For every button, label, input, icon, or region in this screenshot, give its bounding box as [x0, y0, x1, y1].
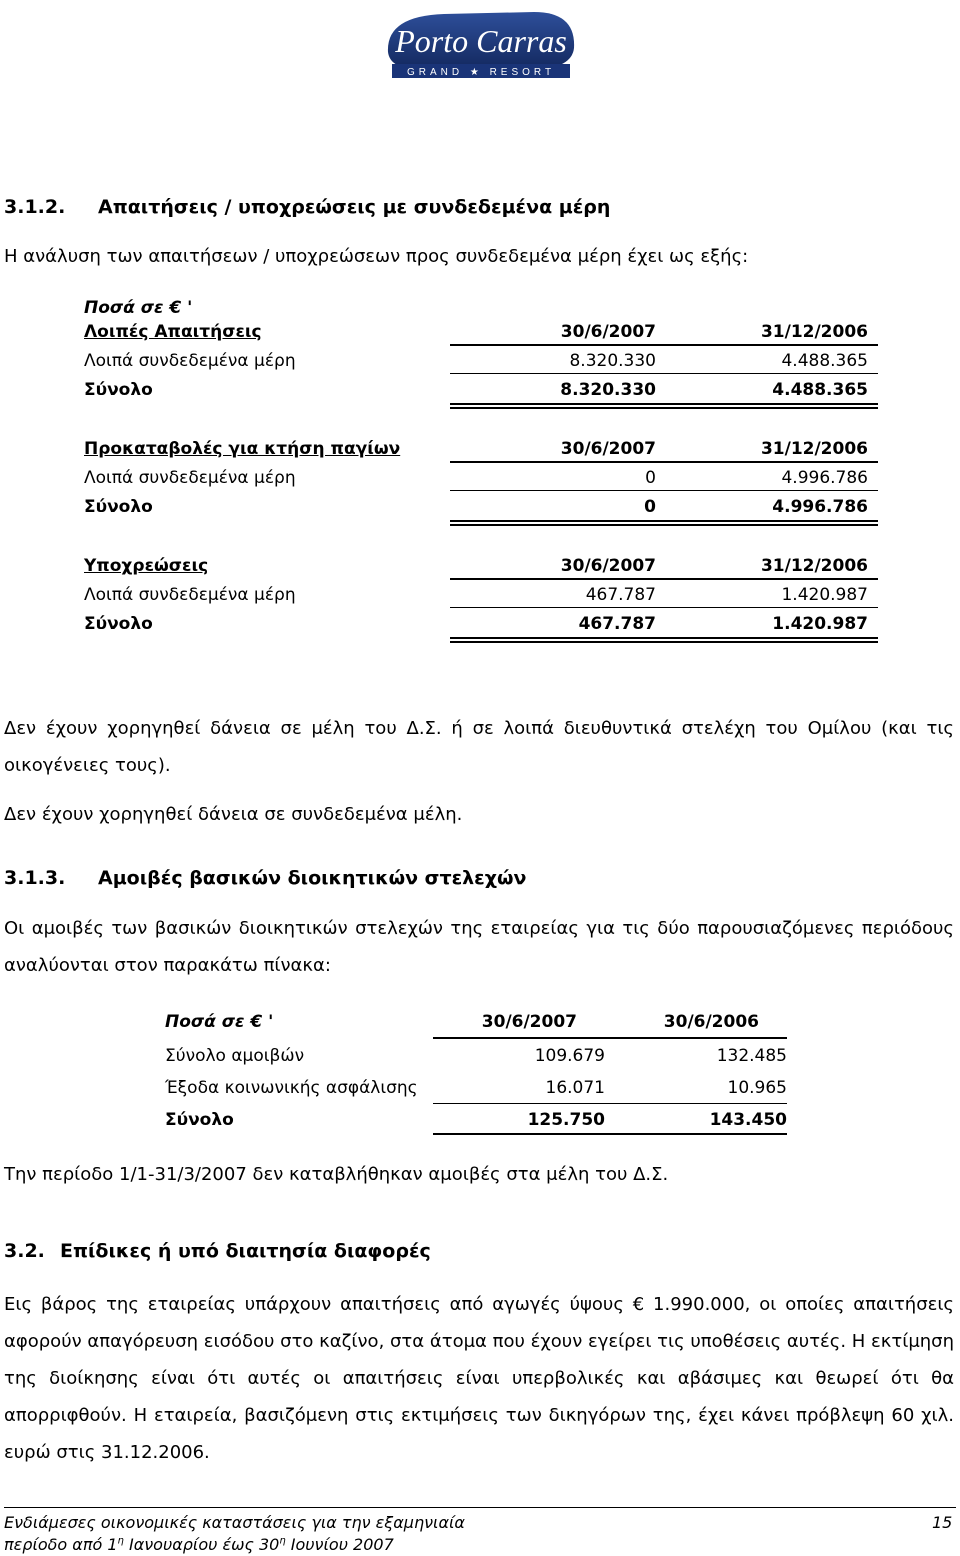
- table3-total-rule1: [450, 637, 878, 639]
- table1-total-label: Σύνολο: [84, 380, 153, 400]
- footer-line2-part3: Ιουνίου 2007: [285, 1535, 394, 1554]
- table4-row1-label: Σύνολο αμοιβών: [165, 1046, 305, 1066]
- table1-total-value1: 8.320.330: [560, 380, 656, 400]
- amounts-label: Ποσά σε € ': [84, 298, 193, 318]
- table1-row-value2: 4.488.365: [781, 351, 868, 371]
- intro-text: Η ανάλυση των απαιτήσεων / υποχρεώσεων προς συνδεδεμένα μέρη έχει ως εξής:: [4, 246, 749, 267]
- table3-col1-header: 30/6/2007: [560, 556, 656, 576]
- page-number: 15: [932, 1513, 953, 1532]
- table3-row-value1: 467.787: [585, 585, 656, 605]
- table3-header-rule: [450, 578, 878, 580]
- table2-col2-header: 31/12/2006: [760, 439, 868, 459]
- table4-row-rule: [433, 1103, 787, 1104]
- footer-line2: [4, 1535, 394, 1554]
- porto-carras-logo: [384, 8, 578, 82]
- table4-col2-header: 30/6/2006: [663, 1012, 759, 1032]
- table1-header-rule: [450, 344, 878, 346]
- table1-total-rule2: [450, 407, 878, 409]
- table4-header-rule: [433, 1037, 787, 1039]
- section-title-313: Αμοιβές βασικών διοικητικών στελεχών: [98, 867, 527, 889]
- table4-row2-label: Έξοδα κοινωνικής ασφάλισης: [165, 1078, 418, 1098]
- loans-note-related: Δεν έχουν χορηγηθεί δάνεια σε συνδεδεμένα μέλη.: [4, 804, 463, 825]
- table3-row-value2: 1.420.987: [781, 585, 868, 605]
- footer-sup2: η: [279, 1535, 286, 1547]
- table1-row-label: Λοιπά συνδεδεμένα μέρη: [84, 351, 296, 371]
- svg-text:GRAND ★ RESORT: GRAND ★ RESORT: [406, 67, 556, 78]
- footer-line2-part1: περίοδο από 1: [4, 1535, 118, 1554]
- table1-title: Λοιπές Απαιτήσεις: [84, 322, 262, 342]
- table2-header-rule: [450, 461, 878, 463]
- table2-total-label: Σύνολο: [84, 497, 153, 517]
- table2-total-rule1: [450, 520, 878, 522]
- section-title-312: Απαιτήσεις / υποχρεώσεις με συνδεδεμένα μέρη: [98, 196, 611, 218]
- table1-row-value1: 8.320.330: [569, 351, 656, 371]
- table2-total-value2: 4.996.786: [772, 497, 868, 517]
- table4-total-value2: 143.450: [709, 1110, 787, 1130]
- table4-row2-value2: 10.965: [727, 1078, 787, 1098]
- table4-amounts-label: Ποσά σε € ': [165, 1012, 274, 1032]
- table1-col1-header: 30/6/2007: [560, 322, 656, 342]
- footer-line2-part2: Ιανουαρίου έως 30: [123, 1535, 280, 1554]
- table4-row1-value2: 132.485: [716, 1046, 787, 1066]
- period-note: Την περίοδο 1/1-31/3/2007 δεν καταβλήθηκαν αμοιβές στα μέλη του Δ.Σ.: [4, 1164, 669, 1185]
- table3-title: Υποχρεώσεις: [84, 556, 209, 576]
- compensation-paragraph: Οι αμοιβές των βασικών διοικητικών στελεχών της εταιρείας για τις δύο παρουσιαζόμενες περιόδους αναλύονται στον παρακάτω πίνακα:: [4, 918, 954, 976]
- table1-row-rule: [450, 373, 878, 374]
- table2-total-value1: 0: [644, 497, 656, 517]
- table2-col1-header: 30/6/2007: [560, 439, 656, 459]
- table3-total-rule2: [450, 641, 878, 643]
- table3-total-value1: 467.787: [578, 614, 656, 634]
- table1-total-value2: 4.488.365: [772, 380, 868, 400]
- section-title-32: Επίδικες ή υπό διαιτησία διαφορές: [60, 1240, 431, 1262]
- svg-text:Porto Carras: Porto Carras: [395, 23, 567, 59]
- table2-total-rule2: [450, 524, 878, 526]
- footer-rule: [4, 1507, 956, 1508]
- table4-total-label: Σύνολο: [165, 1110, 234, 1130]
- table2-row-label: Λοιπά συνδεδεμένα μέρη: [84, 468, 296, 488]
- table3-col2-header: 31/12/2006: [760, 556, 868, 576]
- footer-line1: Ενδιάμεσες οικονομικές καταστάσεις για την εξαμηνιαία: [4, 1513, 465, 1532]
- table3-total-label: Σύνολο: [84, 614, 153, 634]
- section-number-312: 3.1.2.: [4, 196, 66, 218]
- table1-col2-header: 31/12/2006: [760, 322, 868, 342]
- legal-paragraph: Εις βάρος της εταιρείας υπάρχουν απαιτήσεις από αγωγές ύψους € 1.990.000, οι οποίες απαιτήσεις αφορούν απαγόρευση εισόδου στο καζίνο, στα άτομα που έχουν εγείρει τις υποθέσεις αυτές. Η εκτίμηση της διοίκησης είναι ότι αυτές οι απαιτήσεις είναι υπερβολικές και αβάσιμες και θεωρεί ότι θα απορριφθούν. Η εταιρεία, βασιζόμενη στις εκτιμήσεις των δικηγόρων της, έχει κάνει πρόβλεψη 60 χιλ. ευρώ στις 31.12.2006.: [4, 1294, 954, 1463]
- table4-total-value1: 125.750: [527, 1110, 605, 1130]
- section-number-313: 3.1.3.: [4, 867, 66, 889]
- table2-row-value1: 0: [645, 468, 656, 488]
- table4-col1-header: 30/6/2007: [481, 1012, 577, 1032]
- table4-total-rule: [433, 1133, 787, 1135]
- table1-total-rule1: [450, 403, 878, 405]
- loans-note-paragraph: Δεν έχουν χορηγηθεί δάνεια σε μέλη του Δ.Σ. ή σε λοιπά διευθυντικά στελέχη του Ομίλου (και τις οικογένειες τους).: [4, 718, 954, 776]
- section-number-32: 3.2.: [4, 1240, 45, 1262]
- table2-row-rule: [450, 490, 878, 491]
- table3-row-rule: [450, 607, 878, 608]
- table2-title: Προκαταβολές για κτήση παγίων: [84, 439, 401, 459]
- table3-row-label: Λοιπά συνδεδεμένα μέρη: [84, 585, 296, 605]
- footer-sup1: η: [117, 1535, 124, 1547]
- table2-row-value2: 4.996.786: [781, 468, 868, 488]
- table4-row2-value1: 16.071: [545, 1078, 605, 1098]
- table3-total-value2: 1.420.987: [772, 614, 868, 634]
- table4-row1-value1: 109.679: [534, 1046, 605, 1066]
